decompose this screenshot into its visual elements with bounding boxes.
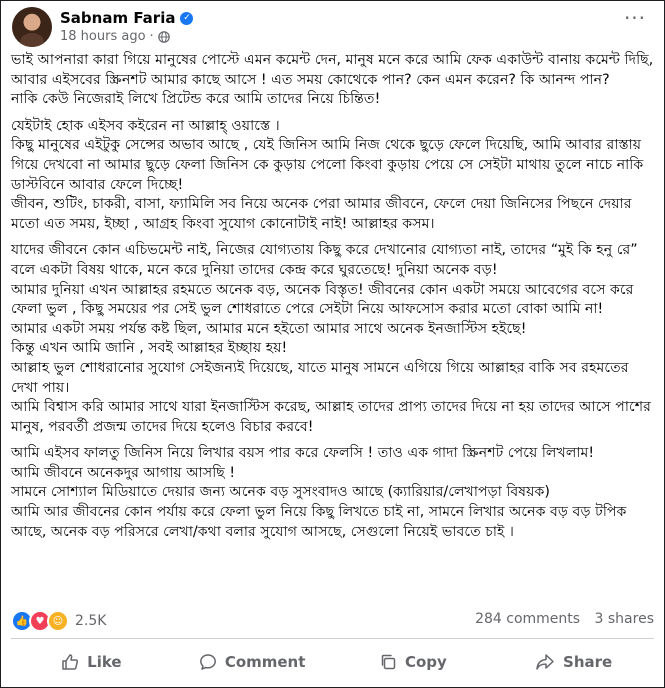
more-dots-icon: ···: [623, 6, 647, 30]
verified-badge-icon: ✓: [180, 12, 193, 25]
post-meta: [60, 29, 170, 44]
author-name[interactable]: Sabnam Faria: [60, 9, 176, 27]
comment-bubble-icon: [199, 653, 217, 671]
post-paragraph-2: যেইটাই হোক এইসব কইরেন না আল্লাহ্‌ ওয়াস্তে । কিছু মানুষের এইটুকু সেন্সের অভাব আছে , যেই জিনিস আমি নিজ থেকে ছুড়ে ফেলে দিয়েছি, আমি আবার রাস্তায় গিয়ে দেখবো না আমার ছুড়ে ফেলা জিনিস কে কুড়ায় পেলো কিংবা কুড়ায় পেয়ে সে সেইটা মাথায় তুলে নাচে নাকি ডাস্টবিনে আবার ফেলে দিচ্ছে! জীবন, শুটিং, চাকরী, বাসা, ফ্যামিলি সব নিয়ে অনেক পেরা আমার জীবনে, ফেলে দেয়া জিনিসের পিছনে দেয়ার মতো এত সময়, ইচ্ছা , আগ্রহ কিংবা সুযোগ কোনোটাই নাই! আল্লাহর কসম।: [11, 117, 644, 232]
share-label: Share: [563, 653, 613, 671]
love-icon: ♥: [29, 610, 51, 632]
post-paragraph-1: ভাই আপনারা কারা গিয়ে মানুষের পোস্টে এমন কমেন্ট দেন, মানুষ মনে করে আমি ফেক একাউন্ট বানায় কমেন্ট দিছি, আবার এইসবের স্ক্রিনশট আমার কাছে আসে ! এত সময় কোথেকে পান? কেন এমন করেন? কি আনন্দ পান? নাকি কেউ নিজেরাই লিখে প্রিটেন্ড করে আমি তাদের নিয়ে চিন্তিত!: [11, 52, 654, 108]
meta-separator: ·: [149, 29, 154, 44]
author-row: [60, 9, 193, 27]
post-paragraph-4: আমি এইসব ফালতু জিনিস নিয়ে লিখার বয়স পার করে ফেলসি ! তাও এক গাদা স্ক্রিনশট পেয়ে লিখলাম! আমি জীবনে অনেকদুর আগায় আসছি ! সামনে সোশ্যাল মিডিয়াতে দেয়ার জন্য অনেক বড় সুসংবাদও আছে (ক্যারিয়ার/লেখাপড়া বিষয়ক) আমি আর জীবনের কোন পর্যায় করে ফেলা ভুল নিয়ে কিছু লিখতে চাই না, সামনে লিখার অনেক বড় বড় টপিক আছে, অনেক বড় পরিসরে লেখা/কথা বলার সুযোগ আসছে, সেগুলো নিয়েই ভাবতে চাই ।: [11, 445, 627, 540]
more-options-button[interactable]: [623, 6, 647, 33]
post-stats: [11, 608, 654, 632]
comment-button[interactable]: [172, 643, 333, 681]
reactions-summary[interactable]: [11, 610, 106, 632]
post-header: [12, 7, 653, 47]
shares-count[interactable]: 3 shares: [594, 611, 654, 627]
actions-divider: [11, 638, 654, 639]
author-avatar[interactable]: [12, 7, 52, 47]
like-button[interactable]: [11, 643, 172, 681]
like-icon: 👍: [11, 610, 33, 632]
haha-icon: ☺: [47, 610, 69, 632]
comment-label: Comment: [224, 653, 306, 671]
share-button[interactable]: [493, 643, 654, 681]
like-label: Like: [87, 653, 122, 671]
share-arrow-icon: [535, 653, 555, 671]
post-body: [11, 51, 654, 542]
copy-button[interactable]: [333, 643, 494, 681]
copy-icon: [379, 653, 397, 671]
comments-count[interactable]: 284 comments: [475, 611, 581, 627]
post-timestamp[interactable]: 18 hours ago: [60, 29, 146, 44]
reaction-count: 2.5K: [75, 613, 107, 629]
globe-icon: [158, 31, 170, 43]
engagement-counts: [465, 611, 654, 627]
post-paragraph-3: যাদের জীবনে কোন এচিভমেন্ট নাই, নিজের যোগ্যতায় কিছু করে দেখানোর যোগ্যতা নাই, তাদের “মুই কি হনু রে” বলে একটা বিষয় থাকে, মনে করে দুনিয়া তাদের কেন্দ্র করে ঘুরতেছে! দুনিয়া অনেক বড়! আমার দুনিয়া এখন আল্লাহর রহমতে অনেক বড়, অনেক বিস্তৃত! জীবনের কোন একটা সময়ে আবেগের বসে করে ফেলা ভুল , কিছু সময়ের পর সেই ভুল শোধরাতে পেরে সেইটা নিয়ে আফসোস করার মতো বোকা আমি না! আমার একটা সময় পর্যন্ত কষ্ট ছিল, আমার মনে হইতো আমার সাথে অনেক ইনজাস্টিস হইছে! কিন্তু এখন আমি জানি , সবই আল্লাহর ইচ্ছায় হয়! আল্লাহ ভুল শোধরানোর সুযোগ সেইজন্যই দিয়েছে, যাতে মানুষ সামনে এগিয়ে গিয়ে আল্লাহর বাকি সব রহমতের দেখা পায়। আমি বিশ্বাস করি আমার সাথে যারা ইনজাস্টিস করেছ, আল্লাহ তাদের প্রাপ্য তাদের দিয়ে না হয় তাদের আসে পাশের মানুষ, পরবর্তী প্রজন্ম তাদের দিয়ে হলেও বিচার করবে!: [11, 242, 651, 435]
copy-label: Copy: [404, 653, 447, 671]
thumbs-up-icon: [61, 653, 79, 671]
post-actions: [11, 643, 654, 681]
